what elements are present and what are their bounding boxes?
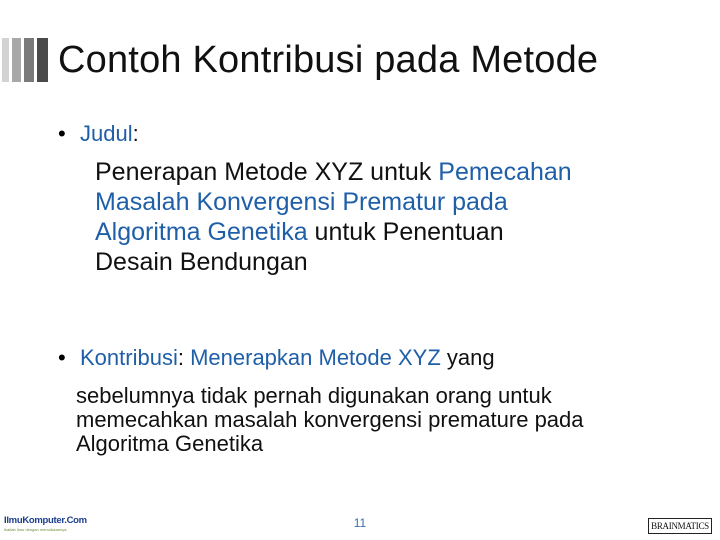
decor-bar bbox=[2, 38, 9, 82]
judul-line-blue: Pemecahan bbox=[438, 158, 572, 186]
kontribusi-line: memecahkan masalah konvergensi premature pada bbox=[76, 407, 584, 432]
decor-bar bbox=[12, 38, 21, 82]
judul-text bbox=[95, 157, 572, 277]
judul-line-black: Desain Bendungan bbox=[95, 248, 308, 276]
ilmukomputer-logo bbox=[4, 515, 87, 535]
judul-line-blue: Masalah Konvergensi Prematur pada bbox=[95, 188, 508, 216]
judul-line bbox=[95, 247, 572, 277]
kontribusi-label: Kontribusi bbox=[80, 345, 178, 370]
slide-title: Contoh Kontribusi pada Metode bbox=[58, 39, 599, 81]
bullet-judul bbox=[58, 121, 139, 147]
decor-bar bbox=[24, 38, 34, 82]
kontribusi-colon: : bbox=[177, 345, 184, 370]
judul-line bbox=[95, 217, 572, 247]
judul-label: Judul bbox=[80, 121, 133, 146]
logo-left-tagline: Ikatlah ilmu dengan menuliskannya bbox=[4, 527, 67, 532]
kontribusi-first-rest: yang bbox=[440, 345, 495, 370]
brainmatics-logo: BRAINMATICS bbox=[648, 518, 712, 534]
title-decoration bbox=[0, 38, 48, 82]
bullet-dot: • bbox=[58, 121, 66, 146]
judul-line-blue: Algoritma Genetika bbox=[95, 218, 308, 246]
page-number: 11 bbox=[353, 516, 367, 530]
kontribusi-text bbox=[76, 384, 584, 456]
bullet-dot: • bbox=[58, 345, 66, 370]
judul-line-black: Penerapan Metode XYZ untuk bbox=[95, 158, 439, 186]
judul-line bbox=[95, 187, 572, 217]
kontribusi-line: Algoritma Genetika bbox=[76, 431, 264, 456]
logo-left-text: IlmuKomputer.Com bbox=[4, 515, 87, 526]
kontribusi-highlight: Menerapkan Metode XYZ bbox=[183, 345, 441, 370]
decor-bar bbox=[37, 38, 48, 82]
bullet-kontribusi bbox=[58, 345, 495, 371]
judul-line-black: untuk Penentuan bbox=[307, 218, 504, 246]
judul-line bbox=[95, 157, 572, 187]
kontribusi-line: sebelumnya tidak pernah digunakan orang untuk bbox=[76, 383, 552, 408]
judul-colon: : bbox=[132, 121, 139, 146]
